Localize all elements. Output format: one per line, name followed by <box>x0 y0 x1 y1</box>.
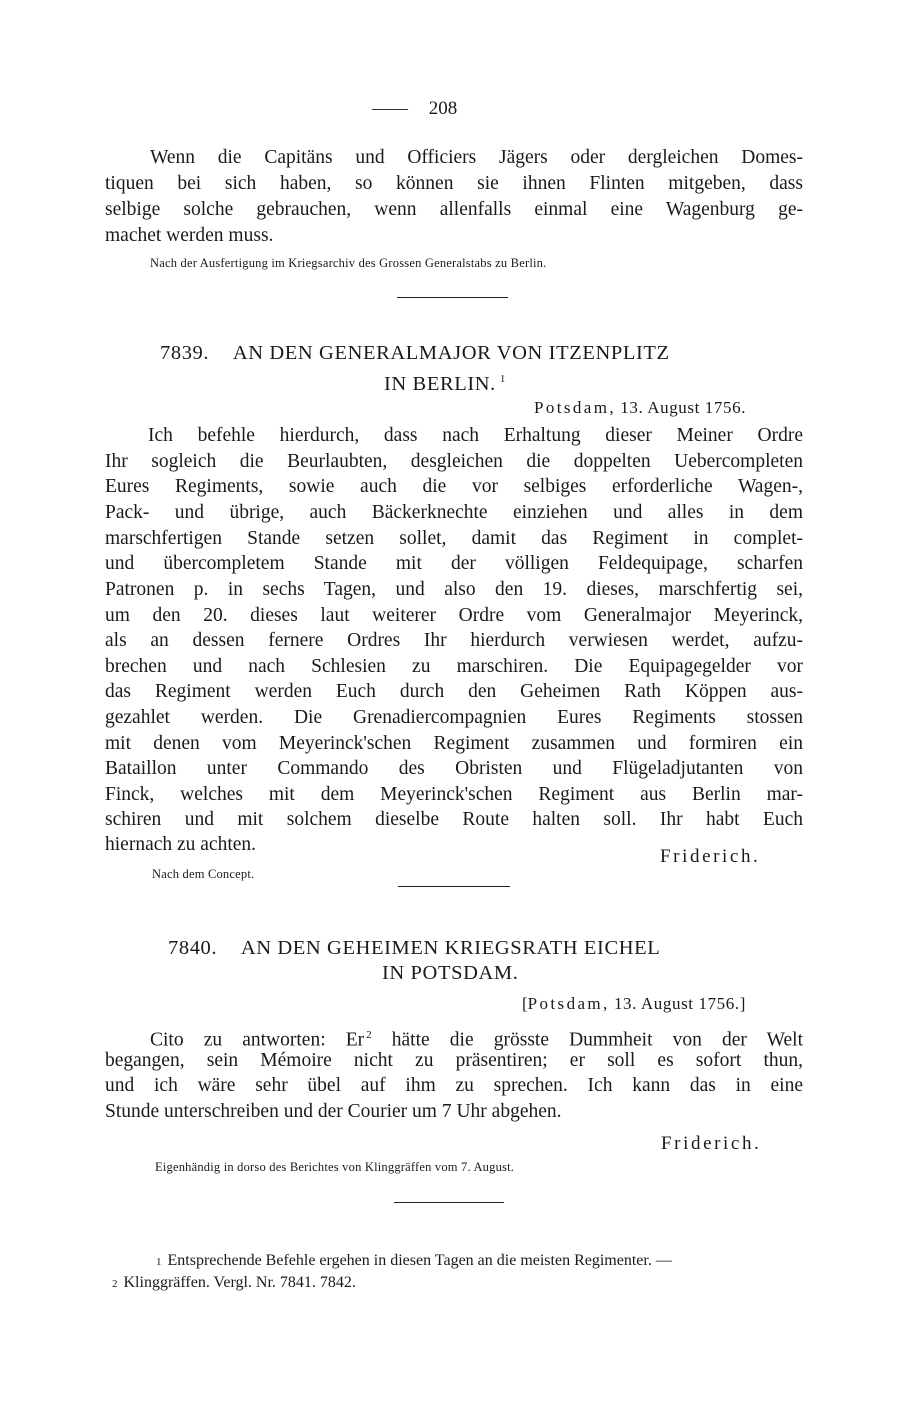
letter-addressee-place: IN BERLIN. <box>384 372 496 395</box>
continuation-line: selbige solche gebrauchen, wenn allenfalls einmal eine Wagenburg ge- <box>105 199 803 220</box>
date-day: 13. August 1756.] <box>613 994 746 1013</box>
letter-7839-line: Patronen p. in sechs Tagen, und also den 19. dieses, marschfertig sei, <box>105 579 803 600</box>
letter-7840-heading-line2 <box>382 960 518 986</box>
footnote-number: 1 <box>156 1256 162 1268</box>
page-header <box>372 98 457 120</box>
date-bracket: [ <box>522 994 528 1013</box>
letter-7839-line: um den 20. dieses laut weiterer Ordre vom Generalmajor Meyerinck, <box>105 605 803 626</box>
letter-7839-line: Finck, welches mit dem Meyerinck'schen Regiment aus Berlin mar- <box>105 784 803 805</box>
letter-7840-signature: Friderich. <box>661 1133 762 1154</box>
letter-number: 7840. <box>168 937 218 959</box>
letter-7839-line: Bataillon unter Commando des Obristen und Flügeladjutanten von <box>105 758 803 779</box>
letter-7839-line: hiernach zu achten. <box>105 834 257 855</box>
letter-7839-line: Ihr sogleich die Beurlaubten, desgleichen die doppelten Uebercompleten <box>105 451 803 472</box>
letter-7839-line: schiren und mit solchem dieselbe Route halten soll. Ihr habt Euch <box>105 809 803 830</box>
section-divider <box>398 886 510 887</box>
section-divider <box>394 1202 504 1203</box>
letter-7840-source-note: Eigenhändig in dorso des Berichtes von Klinggräffen vom 7. August. <box>155 1160 515 1174</box>
section-divider <box>397 297 508 298</box>
letter-7839-source-note: Nach dem Concept. <box>152 867 255 881</box>
footnote-2 <box>112 1272 356 1295</box>
date-place: Potsdam, <box>527 994 610 1013</box>
letter-7839-heading <box>160 340 670 366</box>
letter-7839-line: Ich befehle hierdurch, dass nach Erhaltung dieser Meiner Ordre <box>148 425 803 446</box>
continuation-line: Wenn die Capitäns und Officiers Jägers oder dergleichen Domes- <box>150 147 803 168</box>
footnote-mark: 2 <box>366 1029 372 1041</box>
letter-7839-heading-line2 <box>384 366 506 397</box>
letter-7840-line: begangen, sein Mémoire nicht zu präsentiren; er soll es sofort thun, <box>105 1050 803 1071</box>
continuation-line: tiquen bei sich haben, so können sie ihnen Flinten mitgeben, dass <box>105 173 803 194</box>
letter-7839-line: mit denen vom Meyerinck'schen Regiment zusammen und formiren ein <box>105 733 803 754</box>
letter-7839-line: gezahlet werden. Die Grenadiercompagnien Eures Regiments stossen <box>105 707 803 728</box>
footnote-text: Klinggräffen. Vergl. Nr. 7841. 7842. <box>123 1274 356 1291</box>
letter-7840-heading <box>168 935 660 961</box>
date-place: Potsdam, <box>534 398 617 417</box>
footnote-number: 2 <box>112 1278 118 1290</box>
letter-7840-line: und ich wäre sehr übel auf ihm zu sprechen. Ich kann das in eine <box>105 1075 803 1096</box>
letter-7839-line: Eures Regiments, sowie auch die vor selbiges erforderliche Wagen-, <box>105 476 803 497</box>
letter-7839-line: marschfertigen Stande setzen sollet, damit das Regiment in complet- <box>105 528 803 549</box>
date-day: 13. August 1756. <box>620 398 747 417</box>
letter-7839-line: brechen und nach Schlesien zu marschiren. Die Equipagegelder vor <box>105 656 803 677</box>
letter-7839-line: Pack- und übrige, auch Bäckerknechte einziehen und alles in dem <box>105 502 803 523</box>
letter-7840-line: Stunde unterschreiben und der Courier um 7 Uhr abgehen. <box>105 1101 562 1122</box>
continuation-line: machet werden muss. <box>105 225 274 246</box>
letter-7840-text: Cito zu antworten: Er <box>150 1029 365 1051</box>
letter-number: 7839. <box>160 342 210 364</box>
letter-addressee: AN DEN GEHEIMEN KRIEGSRATH EICHEL <box>240 937 661 959</box>
page-number: 208 <box>428 98 458 119</box>
letter-7839-line: das Regiment werden Euch durch den Geheimen Rath Köppen aus- <box>105 681 803 702</box>
footnote-1 <box>156 1250 672 1273</box>
continuation-source-note: Nach der Ausfertigung im Kriegsarchiv des Grossen Generalstabs zu Berlin. <box>150 256 547 270</box>
letter-7839-line: als an dessen fernere Ordres Ihr hierdurch verwiesen werdet, aufzu- <box>105 630 803 651</box>
footnote-text: Entsprechende Befehle ergehen in diesen Tagen an die meisten Regimenter. — <box>167 1252 672 1269</box>
footnote-mark: 1 <box>499 373 507 385</box>
letter-7839-signature: Friderich. <box>660 846 761 867</box>
letter-7839-dateline <box>534 397 746 419</box>
letter-7839-line: und übercompletem Stande mit der völligen Feldequipage, scharfen <box>105 553 803 574</box>
header-dash: —— <box>372 98 406 119</box>
letter-7840-text: hätte die grösste Dummheit von der Welt <box>371 1029 803 1051</box>
letter-7840-dateline <box>522 993 746 1015</box>
letter-addressee-place: IN POTSDAM. <box>382 962 519 984</box>
letter-addressee: AN DEN GENERALMAJOR VON ITZENPLITZ <box>232 342 670 364</box>
